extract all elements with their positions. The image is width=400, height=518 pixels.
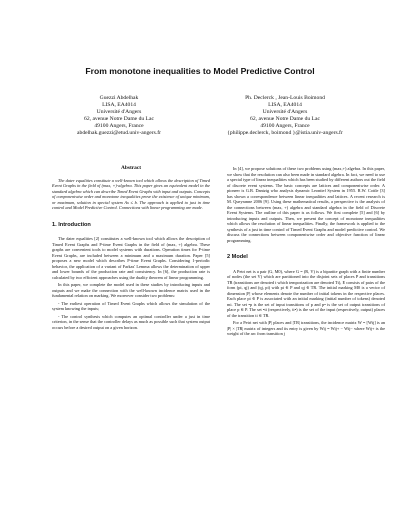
author-university: Université d'Angers [262, 109, 308, 116]
author-affiliation: LISA, EA4014 [102, 102, 136, 109]
author-email: abdelhak.guezzi@etud.univ-angers.fr [77, 130, 161, 137]
author-block-left [44, 95, 194, 138]
section-heading-introduction: 1. Introduction [52, 221, 91, 228]
paragraph: The dater equalities [2] constitutes a well-known tool which allows the description of Timed Event Graphs and P-time Event Graphs in the field of (max, +) algebra. These graphs are convenient tools to model systems with durations. Operation times for P-time Event Graphs, are included between a minimum and a maximum duration. Paper [5] proposes a new model which describes P-time Event Graphs. Considering 1-periodic behavior, the application of a variant of Farkas' Lemma allows the determination of upper and lower bounds of the production rate and consistency. In [6], the production rate is calculated by two efficient approaches using the duality theorem of linear programming. [52, 236, 210, 280]
paragraph: In this paper, we complete the model used in these studies by introducing inputs and outputs and we make the connection with the well-known incidence matrix used in the fundamental relation on marking. We moreover consider two problems: [52, 282, 210, 298]
left-column [52, 166, 210, 332]
author-name: Guezzi Abdelhak [99, 95, 139, 101]
paragraph: - The earliest operation of Timed Event Graphs which allows the simulation of the system knowing the inputs; [52, 300, 210, 311]
paragraph: A Petri net is a pair (G, M0), where G = (R, V) is a bipartite graph with a finite number of nodes (the set V) which are partitioned into the disjoint sets of places P and transitions TR (transitions are denoted t which temporization are denoted Tt), E consists of pairs of the form (pi, qj) and (qj, pi) with pi ∈ P and qj ∈ TR. The initial marking M0 is a vector of dimension |P| whose elements denote the number of initial tokens in the respective places. Each place pi ∈ P is associated with an initial marking (initial number of tokens) denoted mi. The set •p is the set of input transitions of p and p• is the set of output transitions of place p ∈ P. The set •ti (respectively, ti•) is the set of the input (respectively, output) places of the transition ti ∈ TR. [227, 268, 385, 318]
paragraph: - The control synthesis which computes an optimal controller under a just in time criterion, in the sense that the controller delays as much as possible such that system output occurs before a desired output on a given horizon. [52, 313, 210, 330]
author-email: {philippe.declerck, boimond }@istia.univ-angers.fr [227, 130, 343, 137]
author-name: Ph. Declerck , Jean-Louis Boimond [245, 95, 325, 101]
paragraph: In [4], we propose solutions of these two problems using (max,+) algebra. In this paper, we show that the resolution can also been made in standard algebra. In fact, we need to use a special type of linear inequalities which has been studied by different authors out the field of discrete event systems. The basic concepts are lattices and componentwise order. A pioneer is G.B. Dantzig who analysis dynamic Leontief System in 1955. R.W. Cottle [3] has shown a correspondence between linear inequalities and lattices. A recent research is M. Queyranne 2006 [9]. Using these mathematical results, a perspective is the analysis of the connections between (max, +) algebra and standard algebra in the field of Discrete Event Systems. The outline of this paper is as follows. We first complete [5] and [6] by introducing inputs and outputs. Then, we present the concept of monotone inequalities which allows the resolution of linear inequalities. Finally, the framework is applied to the synthesis of a just in time control of Timed Event Graphs and model predictive control. We discuss the connections between componentwise order and objective function of linear programming. [227, 166, 385, 243]
paper-title: From monotone inequalities to Model Predictive Control [85, 66, 315, 76]
author-university: Université d'Angers [96, 109, 142, 116]
section-heading-model: 2 Model [227, 254, 248, 260]
abstract-heading: Abstract [120, 165, 142, 171]
author-city: 49100 Angers, France [260, 123, 310, 130]
author-block-right [190, 95, 380, 138]
paragraph: For a Petri net with |P| places and |TR| transitions, the incidence matrix W = [Wij] is an |P| × |TR| matrix of integers and its entry is given by Wij = Wij+ − Wij− where Wij+ is the weight of the arc from transition j [227, 320, 385, 336]
author-street: 62, avenue Notre Dame du Lac [250, 116, 320, 123]
author-street: 62, avenue Notre Dame du Lac [84, 116, 154, 123]
author-city: 49100 Angers, France [94, 123, 144, 130]
author-affiliation: LISA, EA4014 [268, 102, 302, 109]
abstract-text: The dater equalities constitute a well-known tool which allows the description of Timed Event Graphs in the field of (max, +)-algebra. This paper gives an equivalent model in the standard algebra which can describe Timed Event Graphs with input and outputs. Concepts of componentwise order and monotone inequalities prove the existence of unique minimum, or maximum, solution in special system Ax ≤ b. The approach is applied to just in time control and Model Predictive Control. Connections with linear programming are made. [52, 177, 210, 210]
right-column [227, 166, 385, 339]
